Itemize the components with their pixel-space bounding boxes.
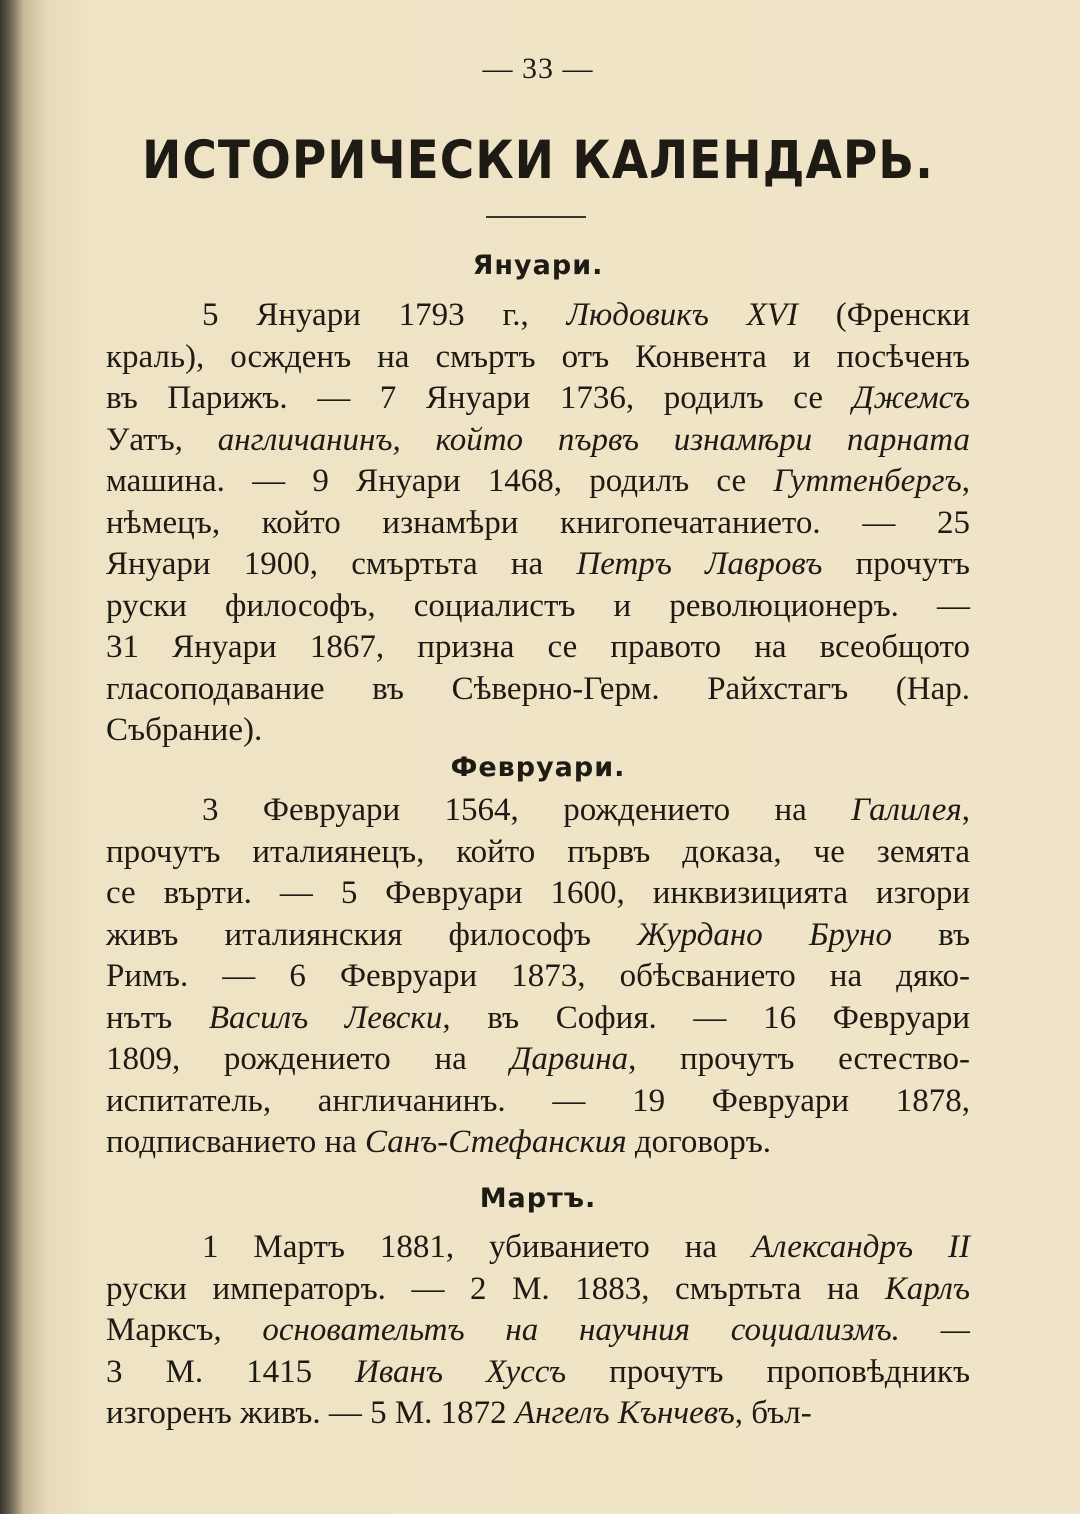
italic-name: Иванъ Хуссъ <box>355 1353 567 1390</box>
paragraph-february <box>106 790 970 1164</box>
text-run: Марксъ <box>106 1312 214 1348</box>
italic-name: Ангелъ Кънчевъ <box>514 1395 735 1431</box>
italic-name: Журдано Бруно <box>637 916 892 953</box>
text-run: прочутъ <box>822 546 970 582</box>
text-line <box>106 337 970 379</box>
text-run: гласоподавание въ Сѣверно-Герм. Райхстагъ (Нар. <box>106 670 970 707</box>
text-line <box>106 1393 970 1435</box>
italic-name: Дарвина <box>510 1041 629 1077</box>
text-line <box>106 378 970 420</box>
text-run: въ <box>892 916 971 953</box>
text-line <box>106 832 970 874</box>
text-line <box>106 956 970 998</box>
text-run: руски императоръ. — 2 М. 1883, смъртьта на <box>106 1270 885 1307</box>
italic-name: Александръ II <box>751 1229 970 1265</box>
text-line <box>106 544 970 586</box>
text-run: , <box>961 463 970 499</box>
text-line <box>106 420 970 462</box>
text-line <box>106 503 970 545</box>
text-run: краль), осжденъ на смъртъ отъ Конвента и посѣченъ <box>106 338 970 375</box>
title-divider <box>486 216 586 218</box>
italic-name: Петръ Лавровъ <box>576 546 823 582</box>
text-line <box>106 873 970 915</box>
text-run: нѣмецъ, който изнамѣри книгопечатанието. — 25 <box>106 504 970 541</box>
text-line <box>106 1269 970 1311</box>
text-line <box>106 586 970 628</box>
text-run: договоръ. <box>626 1124 772 1160</box>
page-title: ИСТОРИЧЕСКИ КАЛЕНДАРЬ. <box>142 129 934 192</box>
italic-name: Галилея <box>851 792 962 828</box>
text-line <box>106 710 970 752</box>
text-run: , прочутъ естество- <box>628 1041 970 1077</box>
text-line <box>106 1122 970 1164</box>
italic-name: , англичанинъ, който първъ изнамѣри парната <box>174 421 970 458</box>
text-line <box>106 1039 970 1081</box>
text-line <box>106 1227 970 1269</box>
text-run: изгоренъ живъ. — 5 М. 1872 <box>106 1395 515 1431</box>
page-number: — 33 — <box>482 52 594 85</box>
text-line <box>106 295 970 337</box>
text-run: , въ София. — 16 Февруари <box>442 999 971 1036</box>
text-run: се върти. — 5 Февруари 1600, инквизицията изгори <box>106 875 970 911</box>
text-run: Уатъ <box>106 421 175 458</box>
italic-name: , основательтъ на научния социализмъ. — <box>213 1312 970 1348</box>
text-run: 3 Февруари 1564, рождението на <box>202 792 852 828</box>
text-line <box>106 627 970 669</box>
text-run: руски философъ, социалистъ и революционеръ. — <box>106 587 970 624</box>
text-run: 5 Януари 1793 г., <box>202 297 567 333</box>
text-run: Януари 1900, смъртьта на <box>106 546 577 582</box>
text-run: прочутъ проповѣдникъ <box>566 1353 971 1390</box>
text-line <box>106 1310 970 1352</box>
text-run: Събрание). <box>106 712 263 748</box>
text-line <box>106 998 970 1040</box>
text-run: , бъл- <box>734 1395 812 1431</box>
text-run: подписванието на <box>106 1124 366 1160</box>
text-run: , <box>961 792 970 828</box>
paragraph-march <box>106 1227 970 1435</box>
text-run: живъ италиянския философъ <box>106 916 638 953</box>
text-run: испитатель, англичанинъ. — 19 Февруари 1878, <box>106 1082 970 1119</box>
italic-name: Джемсъ <box>852 380 970 416</box>
paragraph-january <box>106 295 970 752</box>
text-line <box>106 461 970 503</box>
text-run: въ Парижъ. — 7 Януари 1736, родилъ се <box>106 380 853 416</box>
month-heading-february: Февруари. <box>450 752 626 783</box>
italic-name: Гуттенбергъ <box>773 463 962 499</box>
text-run: 31 Януари 1867, призна се правото на всеобщото <box>106 629 970 665</box>
text-run: 3 М. 1415 <box>106 1353 356 1390</box>
text-run: (Френски <box>797 297 970 333</box>
text-run: прочутъ италиянецъ, който първъ доказа, че земята <box>106 833 970 870</box>
text-line <box>106 1081 970 1123</box>
text-line <box>106 790 970 832</box>
month-heading-march: Мартъ. <box>479 1183 597 1214</box>
text-line <box>106 915 970 957</box>
italic-name: Карлъ <box>884 1270 970 1307</box>
italic-name: Людовикъ XVI <box>566 297 798 333</box>
italic-name: Василъ Левски <box>208 999 443 1036</box>
text-run: 1 Мартъ 1881, убиванието на <box>202 1229 752 1265</box>
italic-name: Санъ-Стефанския <box>365 1124 627 1160</box>
text-run: нътъ <box>106 999 209 1036</box>
text-run: Римъ. — 6 Февруари 1873, обѣсванието на дяко- <box>106 958 970 994</box>
text-line <box>106 1352 970 1394</box>
text-run: машина. — 9 Януари 1468, родилъ се <box>106 463 774 499</box>
text-run: 1809, рождението на <box>106 1041 511 1077</box>
text-line <box>106 669 970 711</box>
month-heading-january: Януари. <box>472 250 604 281</box>
